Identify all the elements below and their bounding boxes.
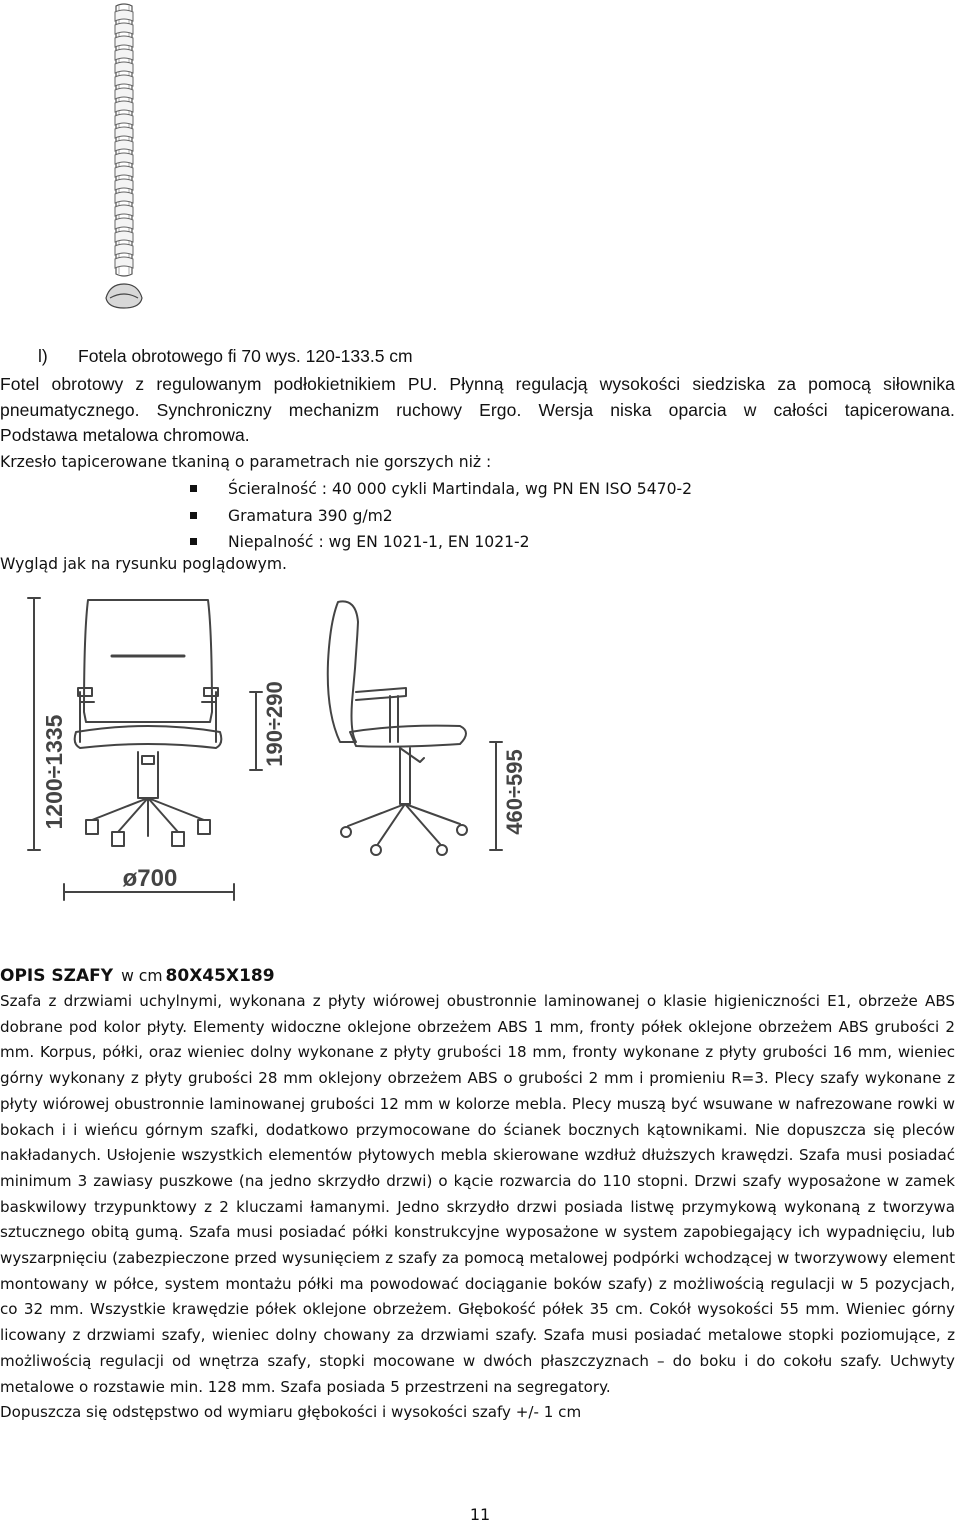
cable-link-segment: [115, 101, 133, 112]
cable-link-segment: [115, 75, 133, 86]
cable-link-segment: [115, 140, 133, 151]
wardrobe-size: 80X45X189: [165, 966, 275, 986]
cable-link-segment: [115, 205, 133, 216]
cable-link-segment: [115, 127, 133, 138]
section-number: l): [38, 346, 48, 366]
cable-link-segment: [115, 257, 133, 268]
cable-link-segment: [115, 62, 133, 73]
wardrobe-heading: [0, 963, 955, 989]
section-heading: [38, 346, 413, 367]
wardrobe-title: OPIS SZAFY: [0, 966, 114, 986]
cable-link-segment: [115, 244, 133, 255]
chair-description: [0, 372, 955, 449]
armrest-dimension-label: 190÷290: [262, 681, 287, 767]
description-line: Podstawa metalowa chromowa.: [0, 425, 250, 445]
section-title: Fotela obrotowego fi 70 wys. 120-133.5 cm: [78, 346, 413, 366]
page-number: 11: [469, 1505, 491, 1524]
description-line: Fotel obrotowy z regulowanym podłokietnikiem PU. Płynną regulacją wysokości siedziska za pomocą siłownika: [0, 374, 955, 394]
fabric-parameters-list: [190, 476, 692, 556]
cable-link-segment: [115, 36, 133, 47]
wardrobe-unit: w cm: [121, 967, 163, 985]
seat-dimension-label: 460÷595: [502, 749, 527, 835]
list-item: Gramatura 390 g/m2: [190, 503, 692, 530]
cable-link-segment: [115, 23, 133, 34]
reference-note: Wygląd jak na rysunku poglądowym.: [0, 555, 287, 573]
chair-technical-drawing: [20, 592, 580, 904]
wardrobe-description: Szafa z drzwiami uchylnymi, wykonana z płyty wiórowej obustronnie laminowanej o klasie higieniczności E1, obrzeże ABS dobrane pod kolor płyty. Elementy widoczne oklejone obrzeżem ABS 1 mm, fronty półek oklejone obrzeżem ABS grubości 2 mm. Korpus, półki, oraz wieniec dolny wykonane z płyty grubości 18 mm, fronty wykonane z płyty grubości 16 mm, wieniec górny wykonany z płyty grubości 28 mm oklejony obrzeżem ABS o grubości 2 mm i promieniu R=3. Plecy szafy wykonane z płyty wiórowej obustronnie laminowanej grubości 12 mm w kolorze mebla. Plecy muszą być wsuwane w nafrezowane rowki w bokach i i wieńcu górnym szafki, dodatkowo przymocowane do ścianek bocznych kątownikami. Nie dopuszcza się pleców nakładanych. Usłojenie wszystkich elementów płytowych mebla skierowane wzdłuż dłuższych krawędzi. Szafa musi posiadać minimum 3 zawiasy puszkowe (na jedno skrzydło drzwi) o kącie rozwarcia do 110 stopni. Drzwi szafy wyposażone w zamek baskwilowy trzypunktowy z 2 kluczami łamanymi. Jedno skrzydło drzwi posiada listwę przymykową wykonaną z tworzywa sztucznego obitą gumą. Szafa musi posiadać półki konstrukcyjne wyposażone w system zapobiegający ich wypadnięciu, lub wyszarpnięciu (zabezpieczone przed wysunięciem z szafy za pomocą metalowej podpórki wchodzącej w tworzywowy element montowany w półce, system montażu półki ma powodować dociąganie boków szafy) z możliwością regulacji w 5 pozycjach, co 32 mm. Wszystkie krawędzie półek oklejone obrzeżem. Głębokość półek 35 cm. Cokół wysokości 55 mm. Wieniec górny licowany z drzwiami szafy, wieniec dolny chowany za drzwiami szafy. Szafa musi posiadać metalowe stopki poziomujące, z możliwością regulacji od wnętrza szafy, stopki mocowane w dwóch płaszczyznach – do boku i do cokołu szafy. Uchwyty metalowe o rozstawie min. 128 mm. Szafa posiada 5 przestrzeni na segregatory.: [0, 992, 955, 1396]
wardrobe-tolerance-note: Dopuszcza się odstępstwo od wymiaru głębokości i wysokości szafy +/- 1 cm: [0, 1403, 582, 1422]
cable-link-segment: [115, 153, 133, 164]
cable-link-segment: [115, 166, 133, 177]
wardrobe-section: [0, 963, 955, 1426]
description-line: pneumatycznego. Synchroniczny mechanizm ruchowy Ergo. Wersja niska oparcia w całości tapicerowana.: [0, 399, 955, 420]
fabric-intro: Krzesło tapicerowane tkaniną o parametrach nie gorszych niż :: [0, 453, 492, 471]
cable-link-segment: [115, 218, 133, 229]
cable-link-segment: [115, 192, 133, 203]
height-dimension-label: 1200÷1335: [41, 714, 67, 830]
cable-link-segment: [115, 231, 133, 242]
list-item: Ścieralność : 40 000 cykli Martindala, wg PN EN ISO 5470-2: [190, 476, 692, 503]
cable-link-segment: [115, 49, 133, 60]
cable-link-segment: [115, 114, 133, 125]
base-diameter-label: ø700: [122, 865, 178, 892]
cable-link-segment: [115, 179, 133, 190]
cable-link-segment: [115, 10, 133, 21]
cable-organizer-image: [100, 2, 148, 314]
list-item: Niepalność : wg EN 1021-1, EN 1021-2: [190, 529, 692, 556]
cable-link-segment: [115, 88, 133, 99]
